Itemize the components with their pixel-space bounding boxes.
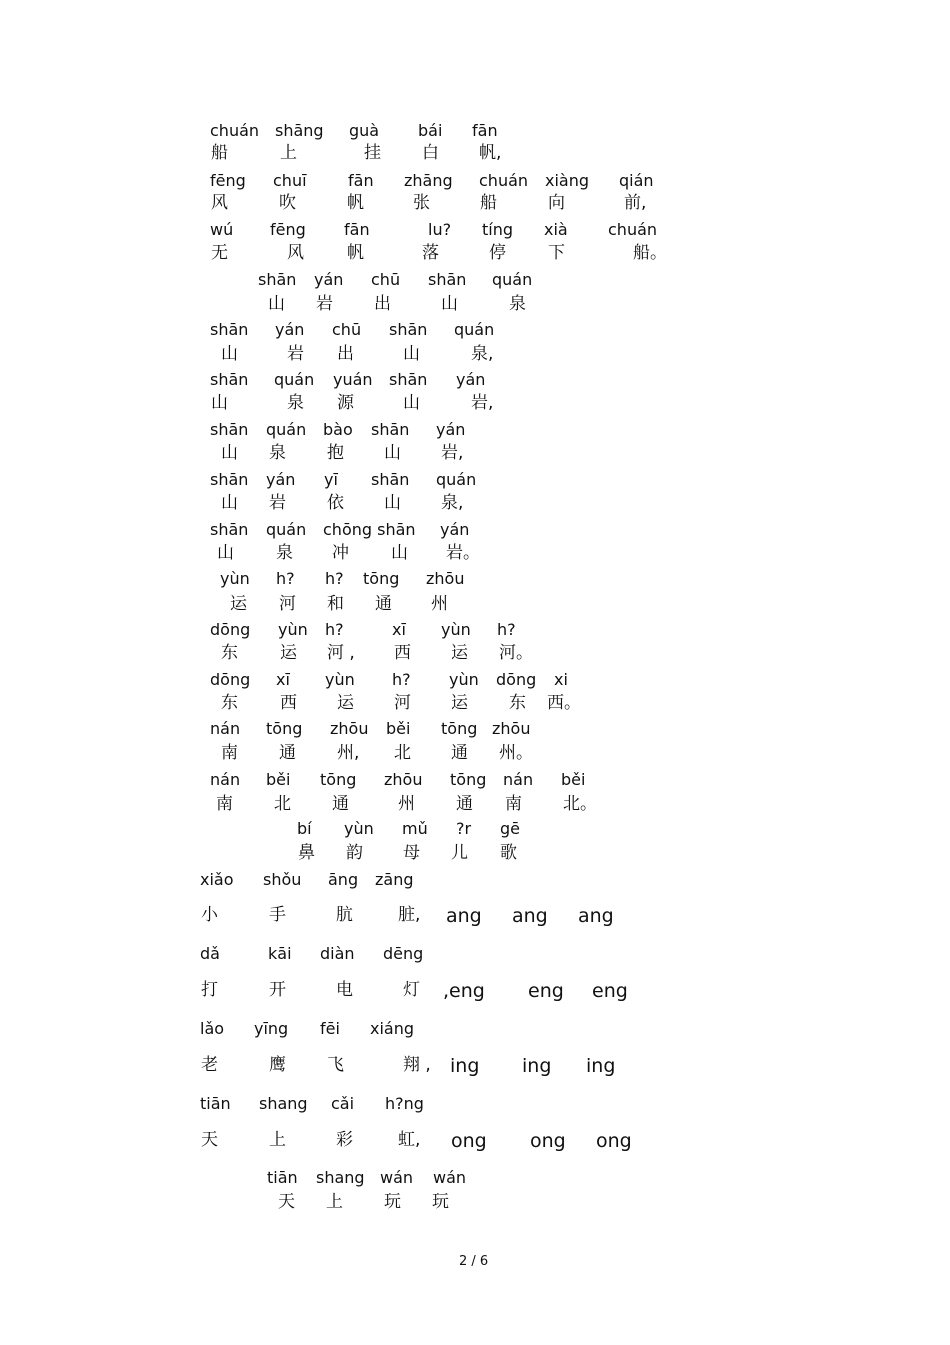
pinyin-word: quán xyxy=(436,470,477,489)
hanzi-char: 运 xyxy=(451,643,468,663)
hanzi-char: 飞 xyxy=(327,1055,344,1075)
poem-title-char: 儿 xyxy=(451,843,468,863)
pinyin-word: quán xyxy=(266,520,307,539)
hanzi-char: 虹, xyxy=(398,1130,421,1150)
hanzi-char: 南 xyxy=(216,794,233,814)
pinyin-word: fān xyxy=(472,121,498,140)
poem-title-char: 通 xyxy=(375,594,392,614)
hanzi-char: 山 xyxy=(221,493,238,513)
hanzi-char: 出 xyxy=(337,344,354,364)
pinyin-word: diàn xyxy=(320,944,355,963)
final-sound: ing xyxy=(450,1055,480,1077)
pinyin-word: xiǎo xyxy=(200,870,234,889)
hanzi-char: 泉, xyxy=(441,493,464,513)
hanzi-char: 泉 xyxy=(287,393,304,413)
hanzi-char: 岩 xyxy=(269,493,286,513)
pinyin-word: xī xyxy=(276,670,290,689)
hanzi-char: 船 xyxy=(480,193,497,213)
final-sound: ang xyxy=(446,905,482,927)
pinyin-word: nán xyxy=(503,770,534,789)
hanzi-char: 运 xyxy=(451,693,468,713)
hanzi-char: 山 xyxy=(403,344,420,364)
hanzi-char: 落 xyxy=(422,243,439,263)
pinyin-word: shān xyxy=(210,320,249,339)
pinyin-word: xī xyxy=(392,620,406,639)
pinyin-word: zhōu xyxy=(330,719,369,738)
pinyin-word: fān xyxy=(344,220,370,239)
pinyin-word: bí xyxy=(297,819,312,838)
hanzi-char: 通 xyxy=(451,743,468,763)
hanzi-char: 山 xyxy=(403,393,420,413)
hanzi-char: 白 xyxy=(422,143,439,163)
pinyin-word: nán xyxy=(210,719,241,738)
pinyin-word: dǎ xyxy=(200,944,220,963)
final-sound: ong xyxy=(596,1130,632,1152)
poem-title-char: 韵 xyxy=(346,843,363,863)
pinyin-word: fēi xyxy=(320,1019,340,1038)
pinyin-word: zhōu xyxy=(426,569,465,588)
hanzi-char: 肮 xyxy=(336,905,353,925)
pinyin-word: quán xyxy=(492,270,533,289)
pinyin-word: běi xyxy=(266,770,291,789)
pinyin-word: tōng xyxy=(363,569,400,588)
pinyin-word: shān xyxy=(389,370,428,389)
final-sound: ong xyxy=(451,1130,487,1152)
pinyin-word: zāng xyxy=(375,870,414,889)
pinyin-word: kāi xyxy=(268,944,292,963)
pinyin-word: shān xyxy=(210,520,249,539)
pinyin-word: shān xyxy=(210,370,249,389)
hanzi-char: 河 xyxy=(394,693,411,713)
hanzi-char: 抱 xyxy=(327,443,344,463)
hanzi-char: 东 xyxy=(509,693,526,713)
pinyin-word: quán xyxy=(274,370,315,389)
hanzi-char: 南 xyxy=(505,794,522,814)
pinyin-word: tōng xyxy=(266,719,303,738)
hanzi-char: 帆 xyxy=(347,243,364,263)
pinyin-word: shān xyxy=(258,270,297,289)
hanzi-char: 风 xyxy=(287,243,304,263)
pinyin-word: gē xyxy=(500,819,520,838)
hanzi-char: 东 xyxy=(221,643,238,663)
poem-title-char: 运 xyxy=(230,594,247,614)
pinyin-word: zhōu xyxy=(384,770,423,789)
pinyin-word: bào xyxy=(323,420,353,439)
poem-title-char: 母 xyxy=(403,843,420,863)
pinyin-word: shān xyxy=(371,470,410,489)
hanzi-char: 打 xyxy=(201,980,218,1000)
poem-title-char: 出 xyxy=(374,294,391,314)
hanzi-char: 船。 xyxy=(633,243,667,263)
hanzi-char: 山 xyxy=(391,543,408,563)
pinyin-word: chuán xyxy=(479,171,529,190)
pinyin-word: dōng xyxy=(210,670,251,689)
poem-title-char: 泉 xyxy=(509,294,526,314)
final-sound: ong xyxy=(530,1130,566,1152)
pinyin-word: tiān xyxy=(200,1094,231,1113)
pinyin-word: lu? xyxy=(428,220,452,239)
poem-title-char: 上 xyxy=(326,1192,343,1212)
hanzi-char: 冲 xyxy=(332,543,349,563)
page-number: 2 / 6 xyxy=(459,1254,489,1269)
hanzi-char: 帆 xyxy=(347,193,364,213)
pinyin-word: yùn xyxy=(220,569,250,588)
hanzi-char: 山 xyxy=(211,393,228,413)
poem-title-char: 玩 xyxy=(384,1192,401,1212)
pinyin-word: shang xyxy=(259,1094,308,1113)
hanzi-char: 天 xyxy=(201,1130,218,1150)
pinyin-word: yán xyxy=(314,270,344,289)
hanzi-char: 河。 xyxy=(499,643,533,663)
poem-title-char: 和 xyxy=(327,594,344,614)
pinyin-word: tōng xyxy=(320,770,357,789)
hanzi-char: 开 xyxy=(269,980,286,1000)
hanzi-char: 吹 xyxy=(279,193,296,213)
hanzi-char: 山 xyxy=(221,443,238,463)
hanzi-char: 翔 , xyxy=(403,1055,431,1075)
hanzi-char: 停 xyxy=(489,243,506,263)
poem-title-char: 岩 xyxy=(316,294,333,314)
hanzi-char: 州。 xyxy=(499,743,533,763)
pinyin-word: chū xyxy=(332,320,362,339)
pinyin-word: shāng xyxy=(275,121,324,140)
hanzi-char: 老 xyxy=(201,1055,218,1075)
hanzi-char: 前, xyxy=(624,193,647,213)
poem-title-char: 鼻 xyxy=(298,843,315,863)
hanzi-char: 依 xyxy=(327,493,344,513)
pinyin-word: shān xyxy=(371,420,410,439)
pinyin-word: quán xyxy=(266,420,307,439)
hanzi-char: 通 xyxy=(279,743,296,763)
hanzi-char: 彩 xyxy=(336,1130,353,1150)
final-sound: ang xyxy=(512,905,548,927)
hanzi-char: 船 xyxy=(211,143,228,163)
pinyin-word: chuán xyxy=(210,121,260,140)
pinyin-word: běi xyxy=(386,719,411,738)
hanzi-char: 州 xyxy=(398,794,415,814)
hanzi-char: 北 xyxy=(394,743,411,763)
pinyin-word: fēng xyxy=(270,220,306,239)
pinyin-word: dōng xyxy=(496,670,537,689)
hanzi-char: 泉 xyxy=(269,443,286,463)
hanzi-char: 小 xyxy=(201,905,218,925)
pinyin-word: shǒu xyxy=(263,870,302,889)
final-sound: ,eng xyxy=(443,980,485,1002)
hanzi-char: 山 xyxy=(384,443,401,463)
pinyin-word: xiàng xyxy=(545,171,590,190)
hanzi-char: 上 xyxy=(269,1130,286,1150)
pinyin-word: chōng shān xyxy=(323,520,416,539)
hanzi-char: 源 xyxy=(337,393,354,413)
pinyin-word: h? xyxy=(392,670,411,689)
hanzi-char: 帆, xyxy=(479,143,502,163)
hanzi-char: 山 xyxy=(384,493,401,513)
pinyin-word: yán xyxy=(275,320,305,339)
pinyin-word: guà xyxy=(349,121,380,140)
pinyin-word: h? xyxy=(276,569,295,588)
pinyin-word: fēng xyxy=(210,171,246,190)
hanzi-char: 运 xyxy=(337,693,354,713)
pinyin-word: tōng xyxy=(441,719,478,738)
hanzi-char: 北 xyxy=(274,794,291,814)
hanzi-char: 山 xyxy=(217,543,234,563)
poem-title-char: 玩 xyxy=(432,1192,449,1212)
pinyin-word: shān xyxy=(210,470,249,489)
hanzi-char: 西 xyxy=(280,693,297,713)
pinyin-word: tíng xyxy=(482,220,514,239)
pinyin-word: chuī xyxy=(273,171,307,190)
hanzi-char: 通 xyxy=(332,794,349,814)
pinyin-word: yán xyxy=(266,470,296,489)
pinyin-word: běi xyxy=(561,770,586,789)
pinyin-word: yīng xyxy=(254,1019,289,1038)
pinyin-word: yuán xyxy=(333,370,373,389)
pinyin-word: wú xyxy=(210,220,234,239)
pinyin-word: shān xyxy=(389,320,428,339)
pinyin-word: xiáng xyxy=(370,1019,415,1038)
pinyin-word: quán xyxy=(454,320,495,339)
hanzi-char: 南 xyxy=(221,743,238,763)
pinyin-word: h? xyxy=(325,620,344,639)
pinyin-word: yùn xyxy=(325,670,355,689)
poem-title-char: 山 xyxy=(441,294,458,314)
pinyin-word: lǎo xyxy=(200,1019,225,1038)
pinyin-word: bái xyxy=(418,121,443,140)
hanzi-char: 通 xyxy=(456,794,473,814)
pinyin-word: h? xyxy=(325,569,344,588)
pinyin-word: yùn xyxy=(449,670,479,689)
hanzi-char: 下 xyxy=(548,243,565,263)
poem-title-char: 歌 xyxy=(500,843,517,863)
hanzi-char: 张 xyxy=(413,193,430,213)
hanzi-char: 上 xyxy=(280,143,297,163)
pinyin-word: āng xyxy=(328,870,359,889)
pinyin-word: qián xyxy=(619,171,654,190)
pinyin-word: dēng xyxy=(383,944,424,963)
poem-title-char: 天 xyxy=(278,1192,295,1212)
final-sound: eng xyxy=(528,980,564,1002)
pinyin-word: yán xyxy=(440,520,470,539)
pinyin-word: h? xyxy=(497,620,516,639)
final-sound: eng xyxy=(592,980,628,1002)
hanzi-char: 西。 xyxy=(547,693,581,713)
pinyin-word: nán xyxy=(210,770,241,789)
final-sound: ang xyxy=(578,905,614,927)
pinyin-word: xi xyxy=(554,670,568,689)
pinyin-word: yùn xyxy=(278,620,308,639)
hanzi-char: 岩, xyxy=(471,393,494,413)
final-sound: ing xyxy=(522,1055,552,1077)
hanzi-char: 岩, xyxy=(441,443,464,463)
poem-title-char: 山 xyxy=(268,294,285,314)
pinyin-word: yán xyxy=(456,370,486,389)
hanzi-char: 北。 xyxy=(563,794,597,814)
hanzi-char: 西 xyxy=(394,643,411,663)
hanzi-char: 运 xyxy=(280,643,297,663)
pinyin-word: shang xyxy=(316,1168,365,1187)
hanzi-char: 鹰 xyxy=(269,1055,286,1075)
pinyin-word: mǔ xyxy=(402,819,428,838)
pinyin-word: ?r xyxy=(456,819,472,838)
hanzi-char: 风 xyxy=(211,193,228,213)
hanzi-char: 泉 xyxy=(276,543,293,563)
hanzi-char: 灯 xyxy=(403,980,420,1000)
pinyin-word: dōng xyxy=(210,620,251,639)
pinyin-word: tiān xyxy=(267,1168,298,1187)
pinyin-word: tōng xyxy=(450,770,487,789)
poem-title-char: 河 xyxy=(279,594,296,614)
pinyin-word: xià xyxy=(544,220,568,239)
hanzi-char: 挂 xyxy=(364,143,381,163)
hanzi-char: 泉, xyxy=(471,344,494,364)
pinyin-word: wán xyxy=(380,1168,414,1187)
final-sound: ing xyxy=(586,1055,616,1077)
pinyin-word: cǎi xyxy=(331,1094,355,1113)
pinyin-word: fān xyxy=(348,171,374,190)
poem-title-char: 州 xyxy=(431,594,448,614)
pinyin-word: shān xyxy=(210,420,249,439)
pinyin-word: yùn xyxy=(441,620,471,639)
hanzi-char: 州, xyxy=(337,743,360,763)
pinyin-word: yī xyxy=(324,470,338,489)
hanzi-char: 脏, xyxy=(398,905,421,925)
hanzi-char: 东 xyxy=(221,693,238,713)
pinyin-word: zhāng xyxy=(404,171,453,190)
hanzi-char: 山 xyxy=(221,344,238,364)
pinyin-word: shān xyxy=(428,270,467,289)
pinyin-word: wán xyxy=(433,1168,467,1187)
pinyin-word: zhōu xyxy=(492,719,531,738)
pinyin-word: chū xyxy=(371,270,401,289)
hanzi-char: 岩。 xyxy=(446,543,480,563)
hanzi-char: 无 xyxy=(211,243,228,263)
hanzi-char: 手 xyxy=(269,905,286,925)
pinyin-word: yùn xyxy=(344,819,374,838)
hanzi-char: 河 , xyxy=(327,643,355,663)
hanzi-char: 向 xyxy=(548,193,565,213)
pinyin-word: chuán xyxy=(608,220,658,239)
hanzi-char: 电 xyxy=(336,980,353,1000)
hanzi-char: 岩 xyxy=(287,344,304,364)
pinyin-word: h?ng xyxy=(385,1094,424,1113)
pinyin-word: yán xyxy=(436,420,466,439)
